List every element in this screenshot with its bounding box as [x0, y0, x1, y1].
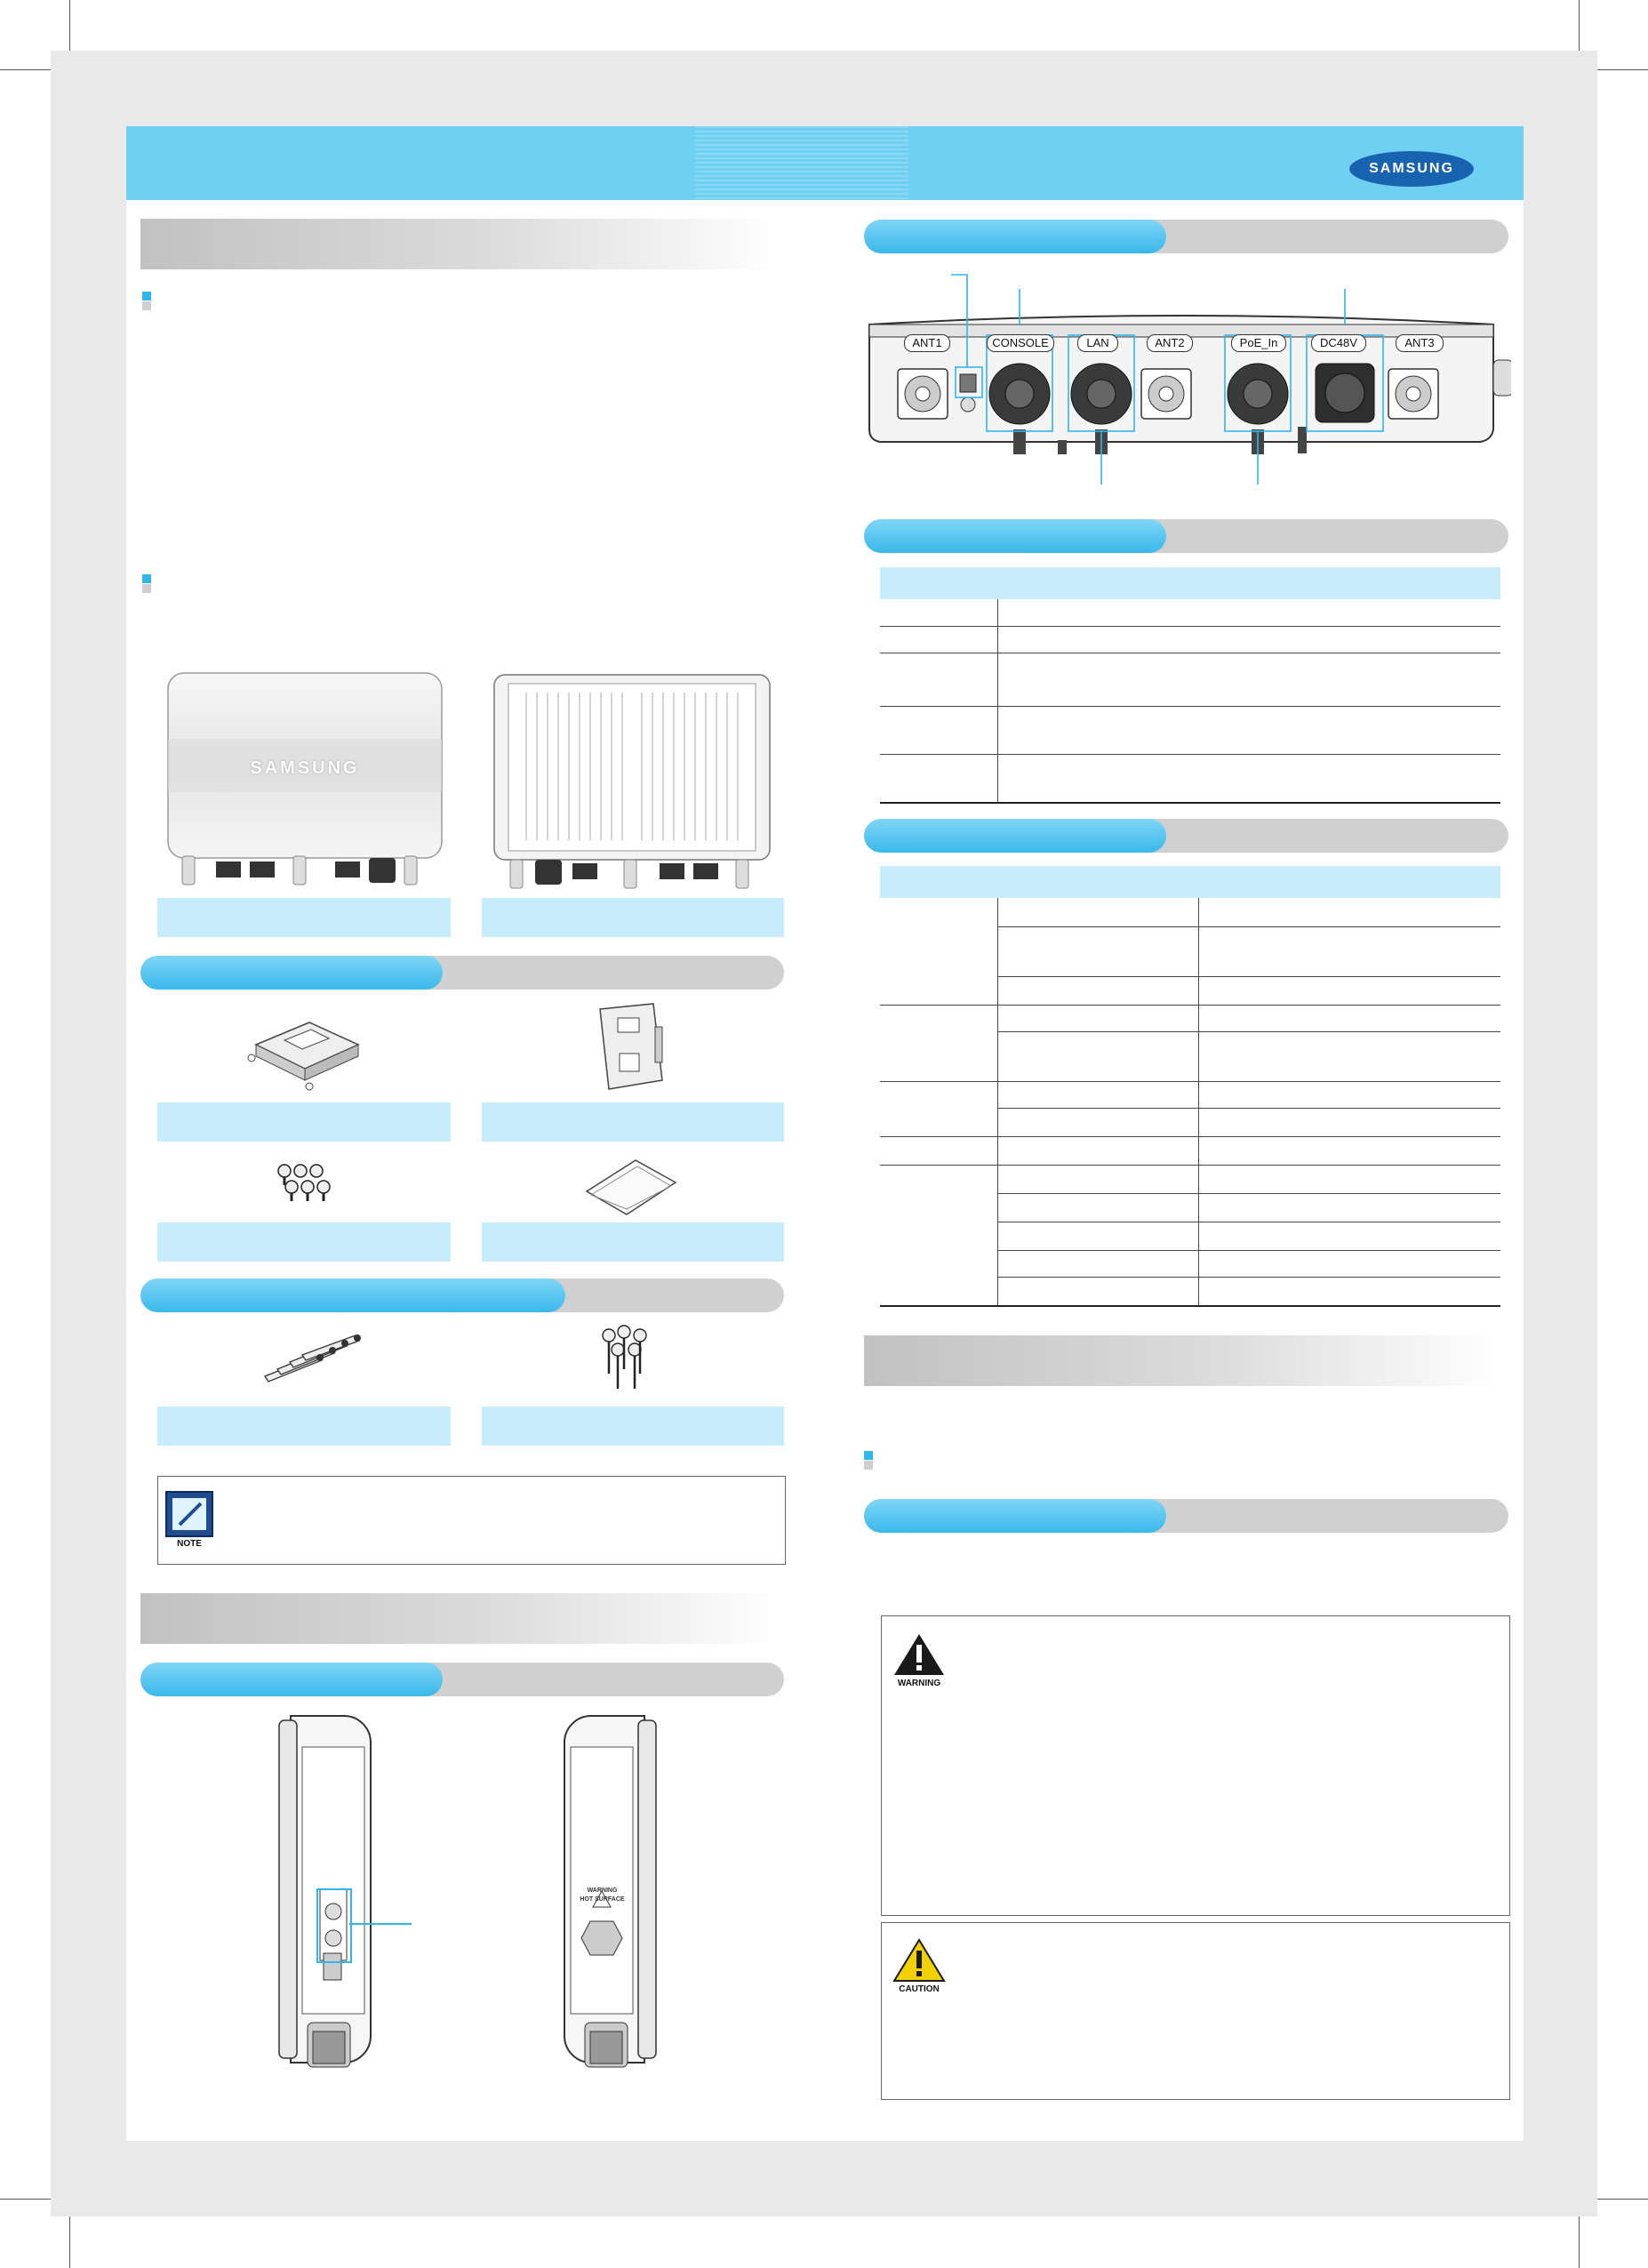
- header-band: [126, 126, 1524, 200]
- subsection-header-bar: [140, 1663, 784, 1696]
- ap-side-view-right: [551, 1711, 667, 2085]
- note-box: [157, 1476, 786, 1565]
- table-row-line: [880, 1165, 1500, 1166]
- table-row-line: [880, 706, 1500, 707]
- caution-icon: [892, 1938, 946, 1983]
- warning-box: [881, 1615, 1510, 1916]
- port-label-dc48v: DC48V: [1311, 334, 1366, 352]
- samsung-logo: [1349, 151, 1474, 187]
- section-header-bar: [140, 1593, 780, 1644]
- table-row-line: [997, 976, 1500, 977]
- port-label-ant3: ANT3: [1396, 334, 1444, 352]
- table-header-row: [880, 567, 1500, 599]
- image-caption-bar: [157, 898, 451, 937]
- anchors-image: [258, 1334, 364, 1387]
- port-label-console: CONSOLE: [987, 334, 1054, 352]
- subsection-header-bar: [864, 819, 1508, 853]
- subsection-header-bar: [864, 1499, 1508, 1533]
- warning-label: WARNING: [897, 1679, 941, 1688]
- bullet-marker: [142, 292, 151, 309]
- table-row-line: [997, 1277, 1500, 1278]
- hot-surface-warning-line2: HOT SURFACE: [580, 1896, 625, 1903]
- note-label: NOTE: [177, 1539, 202, 1549]
- device-logo: SAMSUNG: [250, 758, 360, 778]
- screws-image: [267, 1160, 356, 1214]
- port-label-ant2: ANT2: [1147, 334, 1193, 352]
- table-column-divider: [997, 898, 998, 1305]
- port-panel-diagram: [862, 271, 1511, 489]
- table-row-line: [997, 1031, 1500, 1032]
- table-row-line: [997, 1193, 1500, 1194]
- callout-line: [349, 1923, 412, 1925]
- table-row-line: [880, 754, 1500, 755]
- tapping-screws-image: [596, 1325, 658, 1396]
- subsection-header-bar: [864, 220, 1508, 253]
- table-header-row: [880, 866, 1500, 898]
- mounting-plate-image: [238, 1005, 363, 1094]
- table-column-divider: [997, 599, 998, 802]
- image-caption-bar: [482, 1222, 784, 1262]
- bullet-marker: [142, 574, 151, 592]
- table-row-line: [997, 1250, 1500, 1251]
- warning-icon: [892, 1632, 946, 1677]
- image-caption-bar: [157, 1102, 451, 1142]
- table-row-line: [880, 1005, 1500, 1006]
- image-caption-bar: [482, 1406, 784, 1446]
- table-row-line: [997, 926, 1500, 927]
- port-label-ant1: ANT1: [904, 334, 950, 352]
- image-caption-bar: [157, 1406, 451, 1446]
- table-row-line: [997, 1108, 1500, 1109]
- hot-surface-warning-line1: WARNING: [587, 1887, 618, 1894]
- bullet-marker: [864, 1451, 873, 1469]
- document-image: [582, 1156, 680, 1218]
- port-label-poe-in: PoE_In: [1231, 334, 1286, 352]
- image-caption-bar: [157, 1222, 451, 1262]
- table-column-divider: [1198, 898, 1199, 1305]
- image-caption-bar: [482, 1102, 784, 1142]
- subsection-header-bar: [864, 519, 1508, 553]
- subsection-header-bar: [140, 956, 784, 990]
- logo-text: SAMSUNG: [1369, 161, 1454, 176]
- table-row-line: [880, 626, 1500, 627]
- section-header-bar: [864, 1335, 1504, 1386]
- port-description-table: [880, 567, 1500, 804]
- table-row-line: [880, 1136, 1500, 1137]
- subsection-header-bar: [140, 1278, 784, 1312]
- port-label-lan: LAN: [1077, 334, 1118, 352]
- image-caption-bar: [482, 898, 784, 937]
- wall-bracket-image: [591, 1000, 671, 1098]
- ap-front-image: [164, 671, 445, 894]
- led-status-table: [880, 866, 1500, 1307]
- section-header-bar: [140, 219, 780, 269]
- table-row-line: [880, 1081, 1500, 1082]
- caution-box: [881, 1922, 1510, 2100]
- caution-label: CAUTION: [899, 1984, 940, 1994]
- note-icon: [165, 1491, 213, 1537]
- ap-back-image: [491, 671, 775, 899]
- ground-terminal-highlight: [316, 1888, 352, 1963]
